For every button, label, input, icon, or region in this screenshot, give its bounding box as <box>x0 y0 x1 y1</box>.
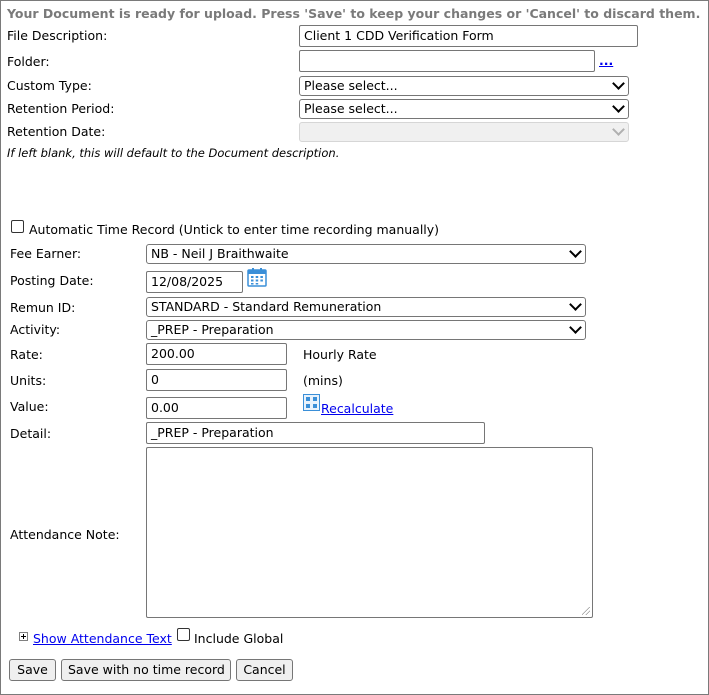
detail-label: Detail: <box>10 426 52 441</box>
units-input[interactable]: 0 <box>146 369 287 391</box>
value-input[interactable]: 0.00 <box>146 397 287 419</box>
custom-type-select[interactable] <box>299 76 629 96</box>
resize-grip-icon[interactable] <box>582 607 590 615</box>
attendance-note-label: Attendance Note: <box>10 527 120 542</box>
include-global-label: Include Global <box>194 631 284 646</box>
upload-notice: Your Document is ready for upload. Press 'Save' to keep your changes or 'Cancel' to discard them. <box>7 6 701 21</box>
chevron-down-icon <box>569 321 582 334</box>
rate-label: Rate: <box>10 347 43 362</box>
activity-label: Activity: <box>10 322 61 337</box>
retention-date-label: Retention Date: <box>7 124 106 139</box>
save-button[interactable]: Save <box>9 659 56 681</box>
posting-date-input[interactable]: 12/08/2025 <box>146 271 243 293</box>
cancel-button[interactable]: Cancel <box>236 659 293 681</box>
expand-plus-icon[interactable] <box>19 632 28 641</box>
remun-id-label: Remun ID: <box>10 300 76 315</box>
remun-id-select[interactable] <box>146 297 586 317</box>
chevron-down-icon <box>569 245 582 258</box>
chevron-down-icon <box>612 77 625 90</box>
auto-time-record-checkbox[interactable] <box>11 220 24 233</box>
fee-earner-label: Fee Earner: <box>10 246 82 261</box>
retention-period-value: Please select... <box>304 101 398 116</box>
chevron-down-icon <box>612 100 625 113</box>
fee-earner-select[interactable] <box>146 244 586 264</box>
show-attendance-text-link[interactable]: Show Attendance Text <box>33 631 172 646</box>
retention-period-label: Retention Period: <box>7 101 115 116</box>
chevron-down-icon <box>612 123 625 136</box>
description-hint: If left blank, this will default to the Document description. <box>7 146 340 160</box>
fee-earner-value: NB - Neil J Braithwaite <box>151 246 289 261</box>
rate-unit: Hourly Rate <box>303 347 377 362</box>
attendance-note-textarea[interactable] <box>146 447 593 618</box>
retention-period-select[interactable] <box>299 99 629 119</box>
custom-type-value: Please select... <box>304 78 398 93</box>
folder-label: Folder: <box>7 54 50 69</box>
include-global-checkbox[interactable] <box>177 628 190 641</box>
recalculate-link[interactable]: Recalculate <box>321 401 394 416</box>
auto-time-record-label: Automatic Time Record (Untick to enter time recording manually) <box>29 222 440 237</box>
activity-value: _PREP - Preparation <box>151 322 274 337</box>
rate-input[interactable]: 200.00 <box>146 343 287 365</box>
units-unit: (mins) <box>303 373 343 388</box>
chevron-down-icon <box>569 298 582 311</box>
folder-input[interactable] <box>299 50 595 72</box>
folder-browse-link[interactable]: ... <box>599 53 614 68</box>
activity-select[interactable] <box>146 320 586 340</box>
save-no-time-record-button[interactable]: Save with no time record <box>61 659 231 681</box>
calculator-icon[interactable] <box>303 394 320 411</box>
file-description-input[interactable]: Client 1 CDD Verification Form <box>299 25 638 47</box>
retention-date-select <box>299 122 629 142</box>
detail-input[interactable]: _PREP - Preparation <box>146 422 485 444</box>
file-description-label: File Description: <box>7 28 108 43</box>
custom-type-label: Custom Type: <box>7 78 92 93</box>
calendar-icon[interactable] <box>247 267 267 287</box>
remun-id-value: STANDARD - Standard Remuneration <box>151 299 382 314</box>
posting-date-label: Posting Date: <box>10 273 94 288</box>
units-label: Units: <box>10 373 47 388</box>
value-label: Value: <box>10 399 49 414</box>
